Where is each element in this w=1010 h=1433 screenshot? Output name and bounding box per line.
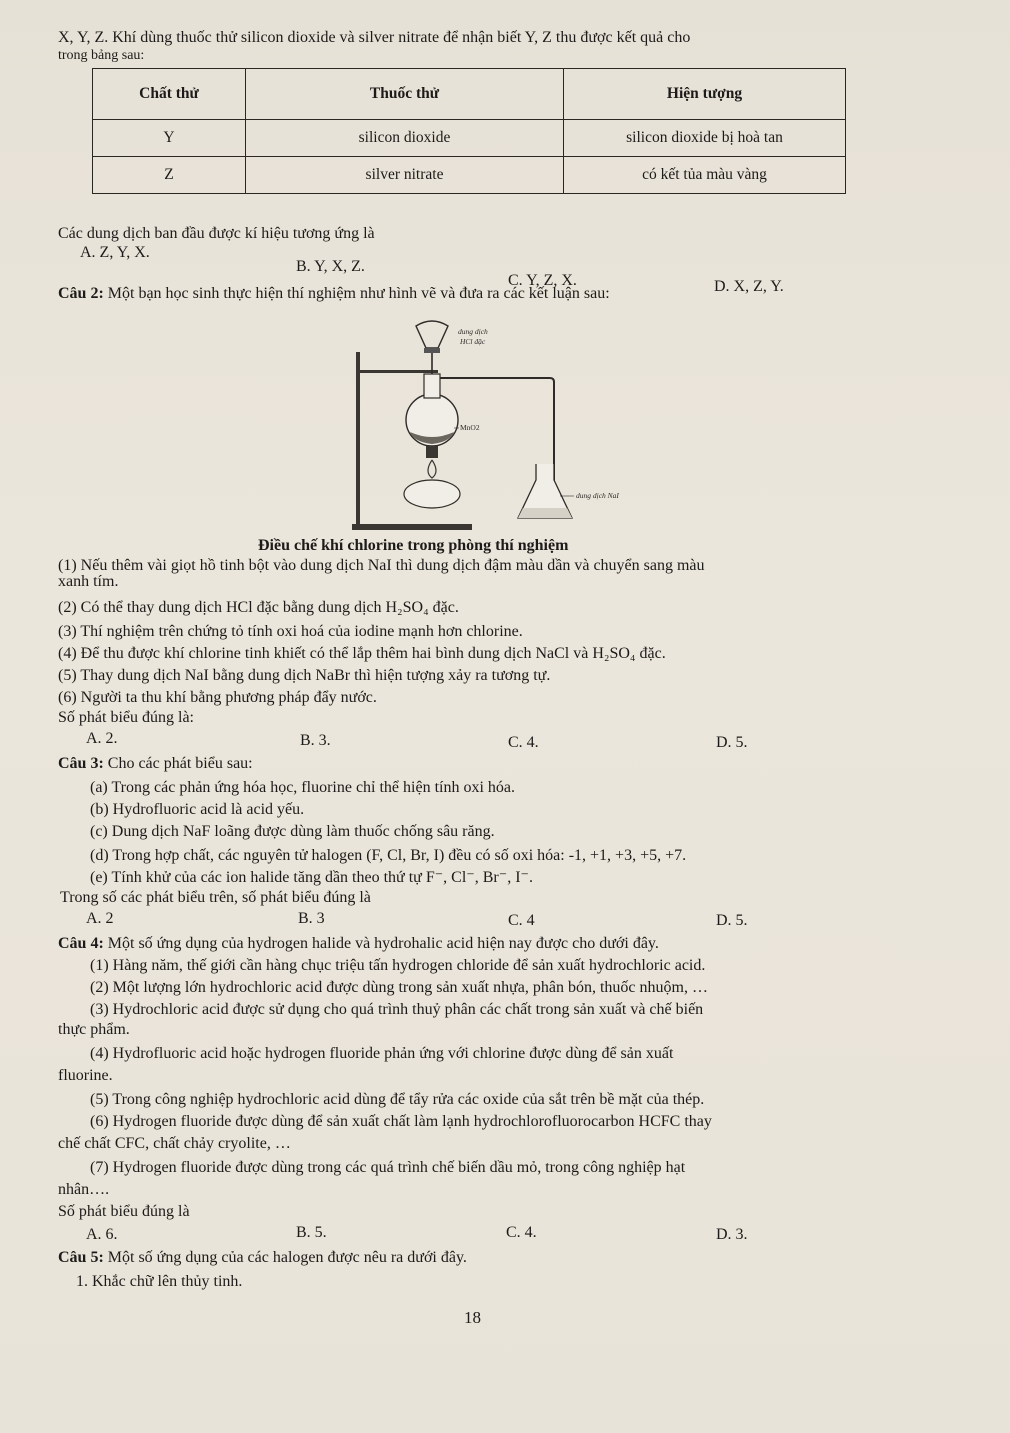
q3-option-a[interactable]: A. 2 <box>86 910 114 927</box>
q4-statement-1: (1) Hàng năm, thế giới cần hàng chục triệu tấn hydrogen chloride để sản xuất hydrochloric acid. <box>90 957 706 974</box>
q2-statement-4: (4) Để thu được khí chlorine tinh khiết có thể lắp thêm hai bình dung dịch NaCl và H₂SO₄ đặc. <box>58 645 666 662</box>
q4-ask: Số phát biểu đúng là <box>58 1203 190 1220</box>
q2-statement-1-cont: xanh tím. <box>58 573 119 590</box>
label-hcl-2: HCl đặc <box>460 337 486 346</box>
q1-intro-2: trong bảng sau: <box>58 48 145 63</box>
table-cell: Z <box>93 157 246 194</box>
q4-statement-3: (3) Hydrochloric acid được sử dụng cho quá trình thuỷ phân các chất trong sản xuất và chế biến <box>90 1001 704 1018</box>
q2-option-a[interactable]: A. 2. <box>86 730 118 747</box>
q2-option-d[interactable]: D. 5. <box>716 734 748 751</box>
q3-text: Cho các phát biểu sau: <box>107 755 253 772</box>
q1-table <box>92 68 846 194</box>
q2-statement-5: (5) Thay dung dịch NaI bằng dung dịch NaBr thì hiện tượng xảy ra tương tự. <box>58 667 551 684</box>
table-header: Hiện tượng <box>564 69 846 120</box>
nai-solution <box>518 508 572 518</box>
q2-statement-6: (6) Người ta thu khí bằng phương pháp đẩy nước. <box>58 689 377 706</box>
q2-stem <box>58 284 610 304</box>
q2-option-b[interactable]: B. 3. <box>300 732 331 749</box>
q3-ask: Trong số các phát biểu trên, số phát biểu đúng là <box>60 889 371 906</box>
q4-option-b[interactable]: B. 5. <box>296 1224 327 1241</box>
funnel-icon <box>416 321 448 348</box>
figure-caption: Điều chế khí chlorine trong phòng thí nghiệm <box>258 537 569 554</box>
table-cell: Y <box>93 120 246 157</box>
q5-statement-1: 1. Khắc chữ lên thủy tinh. <box>76 1273 243 1290</box>
page-number: 18 <box>464 1308 481 1327</box>
table-cell: có kết tủa màu vàng <box>564 157 846 194</box>
label-nai: dung dịch NaI <box>576 491 619 500</box>
q4-option-d[interactable]: D. 3. <box>716 1226 748 1243</box>
q2-statement-3: (3) Thí nghiệm trên chứng tỏ tính oxi hoá của iodine mạnh hơn chlorine. <box>58 623 523 640</box>
q5-stem <box>58 1248 467 1268</box>
clamp-arm <box>358 370 438 373</box>
table-cell: silicon dioxide bị hoà tan <box>564 120 846 157</box>
q4-statement-6-cont: chế chất CFC, chất chảy cryolite, … <box>58 1135 291 1152</box>
q4-option-a[interactable]: A. 6. <box>86 1226 118 1243</box>
chlorine-apparatus-figure <box>340 312 660 536</box>
q3-statement-e: (e) Tính khử của các ion halide tăng dần theo thứ tự F⁻, Cl⁻, Br⁻, I⁻. <box>90 869 533 886</box>
q4-statement-6: (6) Hydrogen fluoride được dùng để sản xuất chất làm lạnh hydrochlorofluorocarbon HCFC thay <box>90 1113 712 1130</box>
q3-option-c[interactable]: C. 4 <box>508 912 535 929</box>
q3-statement-c: (c) Dung dịch NaF loãng được dùng làm thuốc chống sâu răng. <box>90 823 495 840</box>
q2-statement-1: (1) Nếu thêm vài giọt hồ tinh bột vào dung dịch NaI thì dung dịch đậm màu dần và chuyển sang màu <box>58 557 705 574</box>
funnel-stopcock <box>424 348 440 353</box>
q5-text: Một số ứng dụng của các halogen được nêu ra dưới đây. <box>107 1249 467 1266</box>
table-row <box>93 120 846 157</box>
q2-statement-2: (2) Có thể thay dung dịch HCl đặc bằng dung dịch H₂SO₄ đặc. <box>58 599 459 616</box>
q2-text: Một bạn học sinh thực hiện thí nghiệm như hình vẽ và đưa ra các kết luận sau: <box>107 285 610 302</box>
table-header: Thuốc thử <box>246 69 564 120</box>
table-cell: silicon dioxide <box>246 120 564 157</box>
q3-statement-d: (d) Trong hợp chất, các nguyên tử halogen (F, Cl, Br, I) đều có số oxi hóa: -1, +1, +3, +5, +7. <box>90 847 687 864</box>
stand-rod <box>356 352 360 524</box>
q5-label: Câu 5: <box>58 1249 104 1266</box>
q1-option-c[interactable]: C. Y, Z, X. <box>508 272 577 289</box>
q4-stem <box>58 934 659 954</box>
label-mno2: MnO2 <box>460 423 480 432</box>
stand-base <box>352 524 472 530</box>
q2-option-c[interactable]: C. 4. <box>508 734 539 751</box>
q3-option-b[interactable]: B. 3 <box>298 910 325 927</box>
q2-ask: Số phát biểu đúng là: <box>58 709 194 726</box>
q1-option-b[interactable]: B. Y, X, Z. <box>296 258 365 275</box>
q3-stem <box>58 754 253 774</box>
flame-icon <box>428 460 436 478</box>
q3-statement-a: (a) Trong các phản ứng hóa học, fluorine chỉ thể hiện tính oxi hóa. <box>90 779 516 796</box>
q1-option-a[interactable]: A. Z, Y, X. <box>80 244 150 261</box>
q4-label: Câu 4: <box>58 935 104 952</box>
q4-statement-7: (7) Hydrogen fluoride được dùng trong các quá trình chế biến dầu mỏ, trong công nghiệp hạt <box>90 1159 686 1176</box>
alcohol-lamp-icon <box>404 480 460 508</box>
table-header: Chất thử <box>93 69 246 120</box>
table-row <box>93 157 846 194</box>
q1-after: Các dung dịch ban đầu được kí hiệu tương ứng là <box>58 225 375 242</box>
label-hcl: dung dịch <box>458 327 488 336</box>
burner-icon <box>426 446 438 458</box>
q1-intro: X, Y, Z. Khí dùng thuốc thử silicon dioxide và silver nitrate để nhận biết Y, Z thu được kết quả cho <box>58 29 691 46</box>
q3-option-d[interactable]: D. 5. <box>716 912 748 929</box>
q4-statement-3-cont: thực phẩm. <box>58 1021 130 1038</box>
q4-statement-4-cont: fluorine. <box>58 1067 113 1084</box>
q4-statement-2: (2) Một lượng lớn hydrochloric acid được dùng trong sản xuất nhựa, phân bón, thuốc nhuộm, … <box>90 979 708 996</box>
q3-statement-b: (b) Hydrofluoric acid là acid yếu. <box>90 801 305 818</box>
q4-statement-4: (4) Hydrofluoric acid hoặc hydrogen fluoride phản ứng với chlorine được dùng để sản xuất <box>90 1045 674 1062</box>
q2-label: Câu 2: <box>58 285 104 302</box>
table-cell: silver nitrate <box>246 157 564 194</box>
flask-neck <box>424 374 440 398</box>
q4-statement-5: (5) Trong công nghiệp hydrochloric acid dùng để tẩy rửa các oxide của sắt trên bề mặt của thép. <box>90 1091 705 1108</box>
q4-statement-7-cont: nhân…. <box>58 1181 110 1198</box>
q4-option-c[interactable]: C. 4. <box>506 1224 537 1241</box>
q3-label: Câu 3: <box>58 755 104 772</box>
q4-text: Một số ứng dụng của hydrogen halide và hydrohalic acid hiện nay được cho dưới đây. <box>107 935 659 952</box>
q1-option-d[interactable]: D. X, Z, Y. <box>714 278 784 295</box>
